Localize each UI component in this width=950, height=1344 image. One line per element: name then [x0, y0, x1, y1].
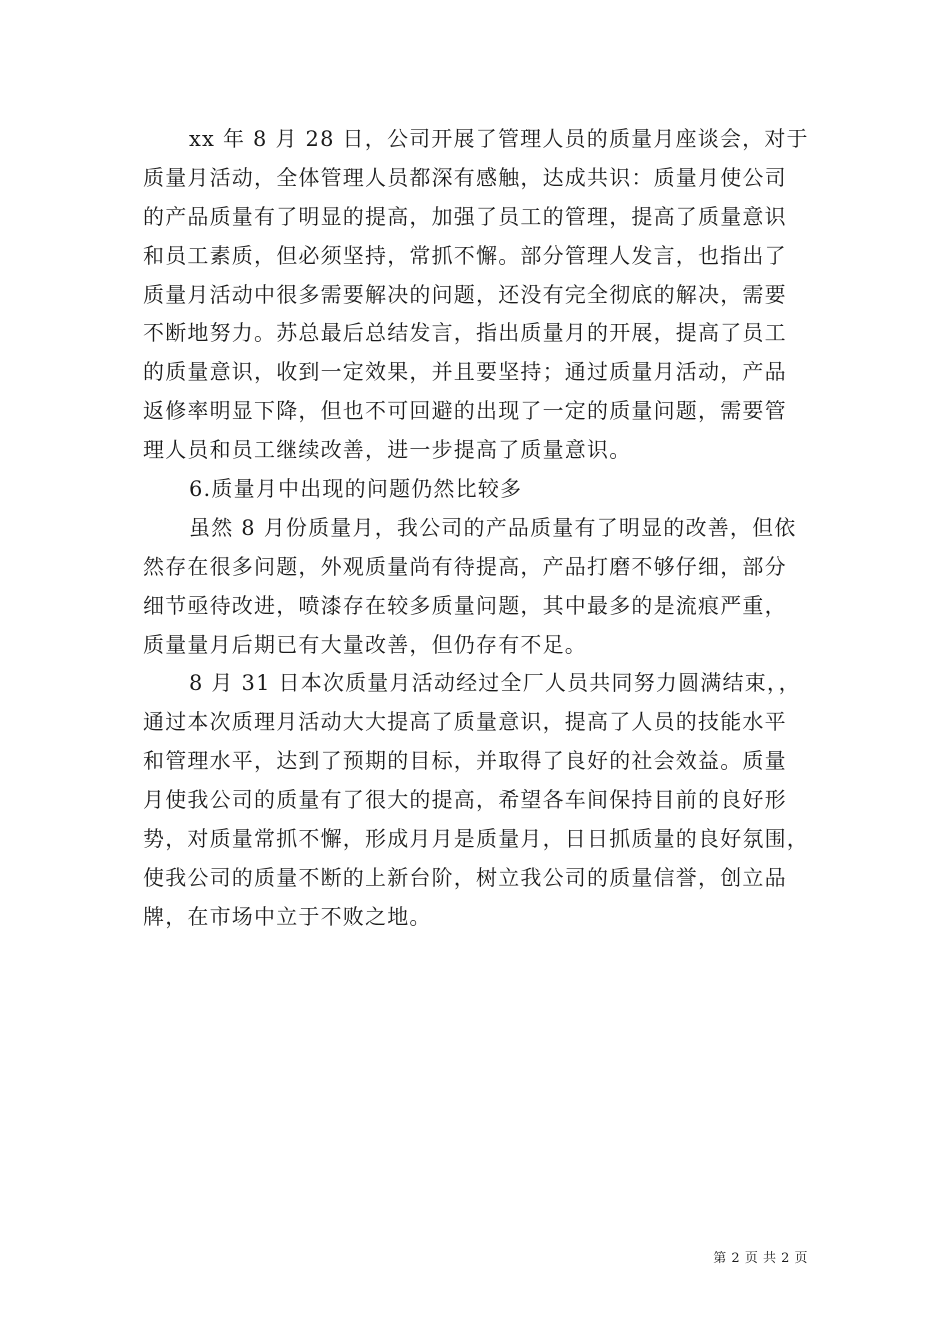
paragraph-3-line-3: 和管理水平，达到了预期的目标，并取得了良好的社会效益。质量: [143, 749, 787, 774]
paragraph-1-line-2: 质量月活动，全体管理人员都深有感触，达成共识：质量月使公司: [143, 165, 787, 190]
section-heading: 6.质量月中出现的问题仍然比较多: [189, 477, 523, 502]
paragraph-2-line-3: 细节亟待改进，喷漆存在较多质量问题，其中最多的是流痕严重，: [143, 593, 787, 618]
paragraph-3-line-4: 月使我公司的质量有了很大的提高，希望各车间保持目前的良好形: [143, 788, 787, 813]
paragraph-1-line-7: 的质量意识，收到一定效果，并且要坚持；通过质量月活动，产品: [143, 360, 787, 385]
paragraph-1-line-8: 返修率明显下降，但也不可回避的出现了一定的质量问题，需要管: [143, 399, 787, 424]
paragraph-1-line-6: 不断地努力。苏总最后总结发言，指出质量月的开展，提高了员工: [143, 321, 787, 346]
paragraph-2-line-4: 质量量月后期已有大量改善，但仍存有不足。: [143, 632, 587, 657]
paragraph-3-line-2: 通过本次质理月活动大大提高了质量意识，提高了人员的技能水平: [143, 710, 787, 735]
paragraph-3-line-7: 牌，在市场中立于不败之地。: [143, 904, 432, 929]
paragraph-2-line-1: 虽然 8 月份质量月，我公司的产品质量有了明显的改善，但依: [189, 515, 797, 540]
paragraph-1-line-9: 理人员和员工继续改善，进一步提高了质量意识。: [143, 438, 632, 463]
paragraph-1-line-1: xx 年 8 月 28 日，公司开展了管理人员的质量月座谈会，对于: [189, 127, 809, 151]
paragraph-1-line-3: 的产品质量有了明显的提高，加强了员工的管理，提高了质量意识: [143, 204, 787, 229]
paragraph-1-line-4: 和员工素质，但必须坚持，常抓不懈。部分管理人发言，也指出了: [143, 243, 787, 268]
paragraph-3-line-1: 8 月 31 日本次质量月活动经过全厂人员共同努力圆满结束，，: [189, 671, 801, 696]
paragraph-3-line-5: 势，对质量常抓不懈，形成月月是质量月，日日抓质量的良好氛围，: [143, 827, 809, 852]
paragraph-3-line-6: 使我公司的质量不断的上新台阶，树立我公司的质量信誉，创立品: [143, 865, 787, 890]
page-number-footer: 第 2 页 共 2 页: [713, 1251, 808, 1266]
document-body: [143, 120, 833, 937]
paragraph-2-line-2: 然存在很多问题，外观质量尚有待提高，产品打磨不够仔细，部分: [143, 554, 787, 579]
paragraph-1-line-5: 质量月活动中很多需要解决的问题，还没有完全彻底的解决，需要: [143, 282, 787, 307]
